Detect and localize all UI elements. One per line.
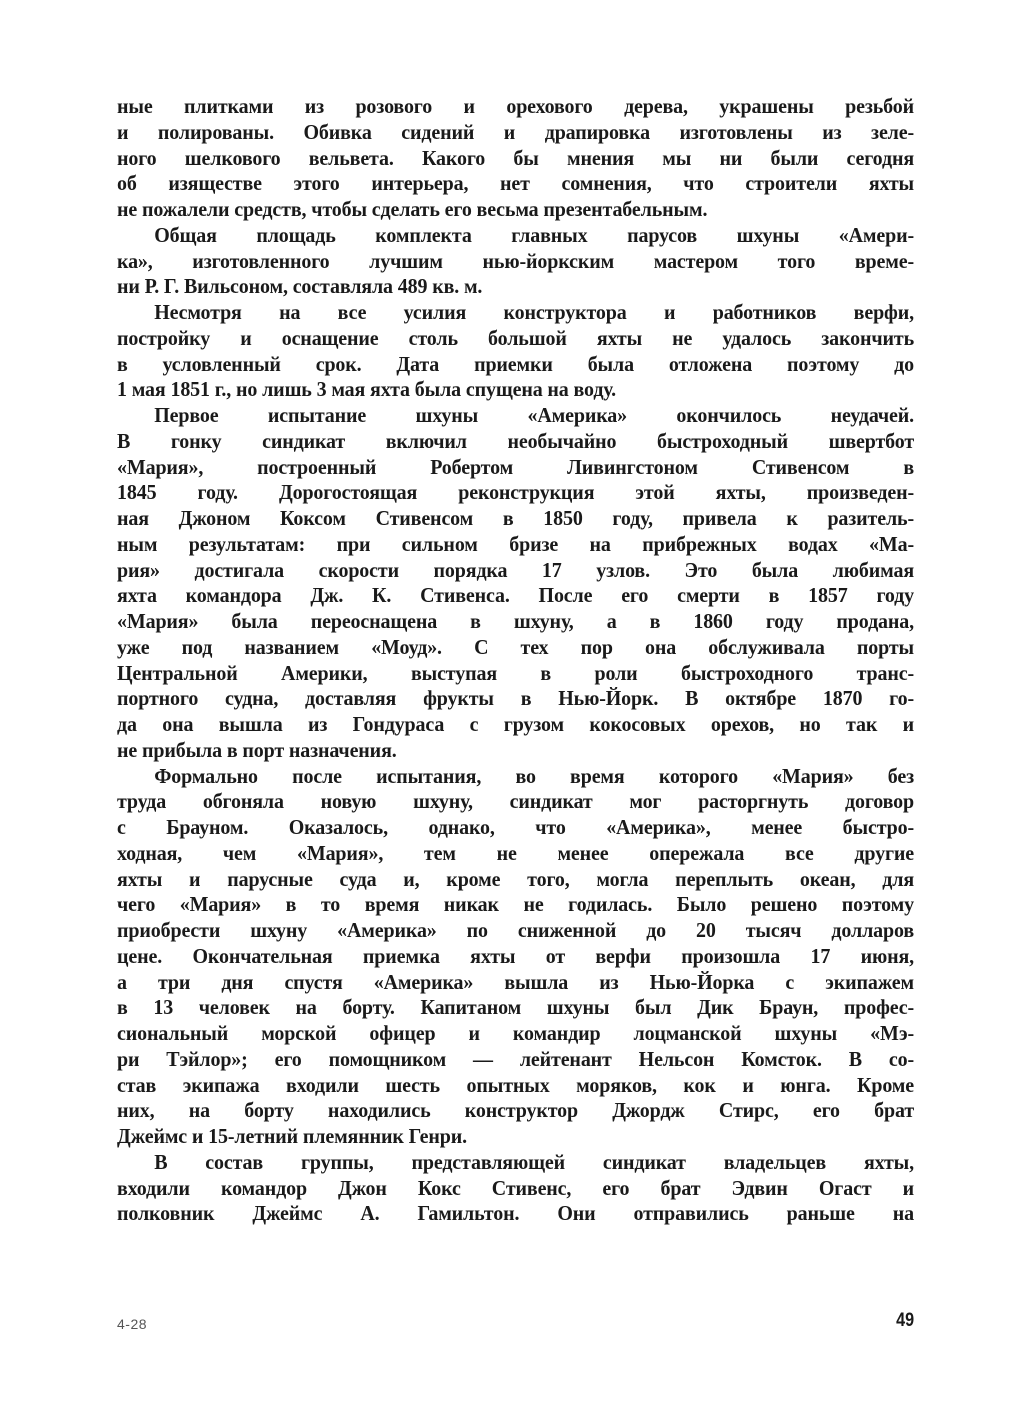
text-line: с Брауном. Оказалось, однако, что «Америка», менее быстро- xyxy=(117,815,915,839)
text-line: став экипажа входили шесть опытных моряков, кок и юнга. Кроме xyxy=(117,1072,915,1097)
paragraph xyxy=(117,94,914,223)
paragraph xyxy=(117,223,914,300)
text-line: труда обгоняла новую шхуну, синдикат мог расторгнуть договор xyxy=(117,789,915,814)
paragraph xyxy=(117,403,914,764)
text-line: 1 мая 1851 г., но лишь 3 мая яхта была спущена на воду. xyxy=(117,377,617,402)
text-line: В состав группы, представляющей синдикат владельцев яхты, xyxy=(154,1149,915,1174)
text-line: В гонку синдикат включил необычайно быстроходный швертбот xyxy=(117,428,915,453)
page-body xyxy=(117,94,914,1227)
text-line: Формально после испытания, во время которого «Мария» без xyxy=(154,763,915,788)
text-line: яхта командора Дж. К. Стивенса. После его смерти в 1857 году xyxy=(117,583,915,608)
text-line: ходная, чем «Мария», тем не менее опережала все другие xyxy=(117,840,915,865)
text-line: и полированы. Обивка сидений и драпировка изготовлены из зеле- xyxy=(117,119,915,144)
paragraph xyxy=(117,300,914,403)
paragraph xyxy=(117,1150,914,1227)
text-line: полковник Джеймс А. Гамильтон. Они отправились раньше на xyxy=(117,1201,915,1226)
text-line: в 13 человек на борту. Капитаном шхуны был Дик Браун, профес- xyxy=(117,995,915,1020)
text-line: ри Тэйлор»; его помощником — лейтенант Нельсон Комсток. В со- xyxy=(117,1046,915,1071)
text-line: рия» достигала скорости порядка 17 узлов. Это была любимая xyxy=(117,557,915,582)
text-line: об изяществе этого интерьера, нет сомнения, что строители яхты xyxy=(117,171,915,196)
text-line: приобрести шхуну «Америка» по сниженной до 20 тысяч долларов xyxy=(117,918,915,942)
text-line: Первое испытание шхуны «Америка» окончилось неудачей. xyxy=(154,403,915,427)
text-line: входили командор Джон Кокс Стивенс, его брат Эдвин Огаст и xyxy=(117,1175,915,1200)
text-line: чего «Мария» в то время никак не годилась. Было решено поэтому xyxy=(117,892,915,917)
text-line: Несмотря на все усилия конструктора и работников верфи, xyxy=(154,300,915,324)
text-line: ным результатам: при сильном бризе на прибрежных водах «Ма- xyxy=(117,531,915,556)
text-line: яхты и парусные суда и, кроме того, могла переплыть океан, для xyxy=(117,866,915,891)
text-line: ные плитками из розового и орехового дерева, украшены резьбой xyxy=(117,94,915,118)
text-line: в условленный срок. Дата приемки была отложена поэтому до xyxy=(117,351,915,376)
text-line: ни Р. Г. Вильсоном, составляла 489 кв. м. xyxy=(117,274,483,299)
text-line: не пожалели средств, чтобы сделать его весьма презентабельным. xyxy=(117,197,708,221)
text-line: Джеймс и 15-летний племянник Генри. xyxy=(117,1124,468,1148)
page-footer xyxy=(117,1310,914,1334)
text-line: них, на борту находились конструктор Джордж Стирс, его брат xyxy=(117,1098,915,1123)
text-line: не прибыла в порт назначения. xyxy=(117,737,397,762)
text-line: Центральной Америки, выступая в роли быстроходного транс- xyxy=(117,660,915,685)
paragraph xyxy=(117,764,914,1150)
text-line: уже под названием «Моуд». С тех пор она обслуживала порты xyxy=(117,634,915,659)
text-line: ная Джоном Коксом Стивенсом в 1850 году, привела к разитель- xyxy=(117,506,915,530)
text-line: портного судна, доставляя фрукты в Нью-Йорк. В октябре 1870 го- xyxy=(117,686,915,711)
text-line: Общая площадь комплекта главных парусов шхуны «Амери- xyxy=(154,222,915,247)
text-line: цене. Окончательная приемка яхты от верфи произошла 17 июня, xyxy=(117,943,915,968)
text-line: ка», изготовленного лучшим нью-йоркским мастером того време- xyxy=(117,248,915,273)
text-line: «Мария», построенный Робертом Ливингстоном Стивенсом в xyxy=(117,454,915,479)
text-line: «Мария» была переоснащена в шхуну, а в 1860 году продана, xyxy=(117,609,915,633)
text-line: постройку и оснащение столь большой яхты не удалось закончить xyxy=(117,325,915,350)
text-line: а три дня спустя «Америка» вышла из Нью-Йорка с экипажем xyxy=(117,969,915,994)
text-line: ного шелкового вельвета. Какого бы мнения мы ни были сегодня xyxy=(117,145,915,170)
text-line: сиональный морской офицер и командир лоцманской шхуны «Мэ- xyxy=(117,1021,915,1045)
page-number: 49 xyxy=(896,1310,914,1331)
text-line: 1845 году. Дорогостоящая реконструкция этой яхты, произведен- xyxy=(117,480,915,505)
printer-signature-mark: 4-28 xyxy=(117,1316,148,1332)
text-line: да она вышла из Гондураса с грузом кокосовых орехов, но так и xyxy=(117,712,915,736)
